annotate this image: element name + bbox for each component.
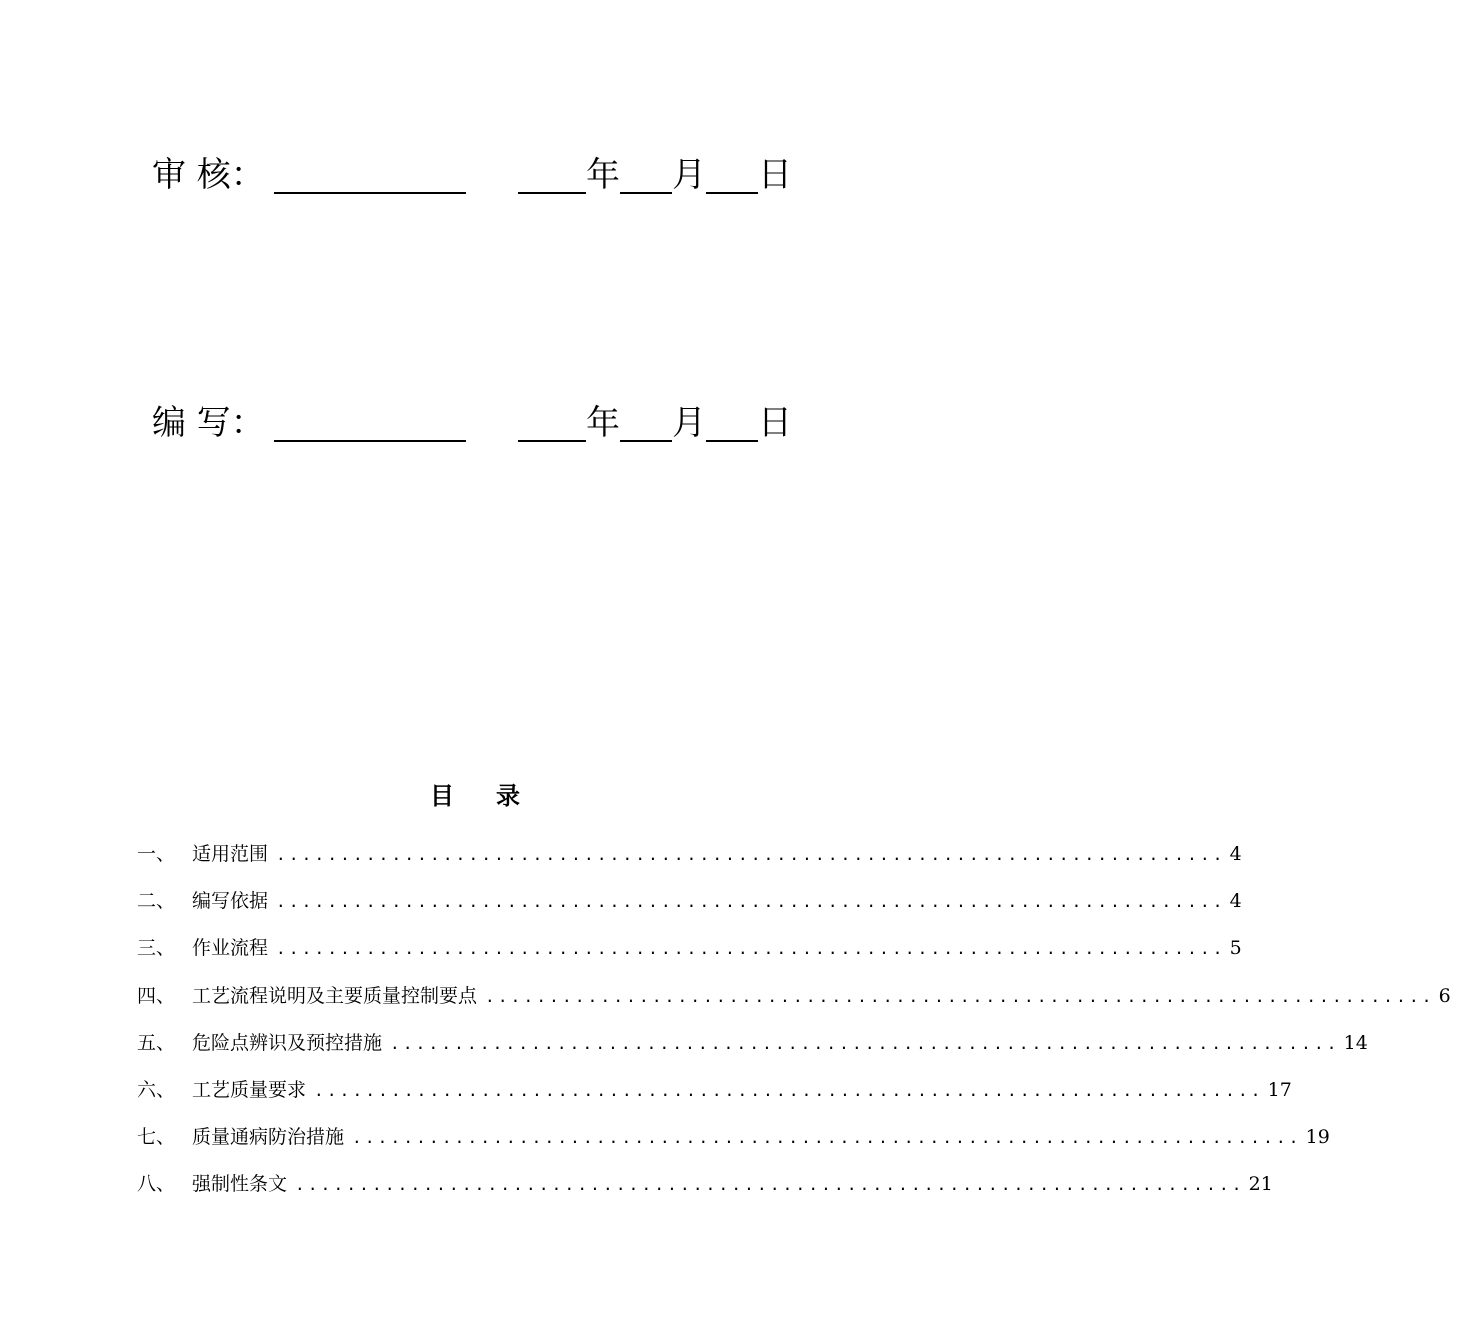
toc-leader-dots: .......................................................................... bbox=[276, 845, 1226, 864]
review-name-line[interactable] bbox=[274, 156, 466, 194]
toc-leader-dots: .......................................................................... bbox=[295, 1175, 1245, 1195]
author-label: 编 写： bbox=[152, 403, 265, 443]
toc-item[interactable] bbox=[137, 1072, 1292, 1119]
toc-item-text: 工艺流程说明及主要质量控制要点 bbox=[192, 984, 478, 1007]
toc-item-number: 六、 bbox=[137, 1078, 176, 1101]
toc-item-page: 17 bbox=[1267, 1078, 1292, 1101]
author-signature-row bbox=[152, 398, 852, 448]
toc-item-number: 三、 bbox=[137, 937, 176, 960]
toc-item[interactable] bbox=[137, 978, 1451, 1025]
review-day-line[interactable] bbox=[706, 156, 758, 194]
toc-list bbox=[137, 836, 1451, 1214]
toc-item[interactable] bbox=[137, 930, 1242, 977]
toc-leader-dots: .......................................................................... bbox=[276, 892, 1226, 912]
review-day-unit: 日 bbox=[758, 155, 792, 195]
review-year-line[interactable] bbox=[518, 156, 586, 194]
toc-item-page: 5 bbox=[1229, 937, 1242, 960]
review-label: 审 核： bbox=[152, 155, 265, 195]
toc-item-page: 19 bbox=[1305, 1126, 1330, 1149]
toc-item-text: 质量通病防治措施 bbox=[192, 1126, 345, 1149]
toc-item-text: 适用范围 bbox=[192, 843, 269, 865]
review-month-line[interactable] bbox=[620, 156, 672, 194]
author-month-line[interactable] bbox=[620, 404, 672, 442]
toc-leader-dots: .......................................................................... bbox=[314, 1080, 1264, 1100]
toc-item[interactable] bbox=[137, 1166, 1273, 1213]
toc-title-right: 录 bbox=[496, 781, 520, 810]
toc-item-number: 四、 bbox=[137, 984, 176, 1007]
toc-item-text: 危险点辨识及预控措施 bbox=[192, 1031, 383, 1054]
toc-item-text: 编写依据 bbox=[192, 890, 269, 913]
toc-item-page: 4 bbox=[1229, 843, 1242, 865]
toc-item[interactable] bbox=[137, 1025, 1368, 1072]
toc-title bbox=[0, 776, 950, 811]
toc-item-page: 4 bbox=[1229, 890, 1242, 913]
toc-title-left: 目 bbox=[430, 781, 454, 810]
toc-item-number: 八、 bbox=[137, 1173, 176, 1196]
author-name-line[interactable] bbox=[274, 404, 466, 442]
author-year-line[interactable] bbox=[518, 404, 586, 442]
author-day-unit: 日 bbox=[758, 403, 792, 443]
toc-item[interactable] bbox=[137, 836, 1242, 883]
review-signature-row bbox=[152, 150, 852, 200]
toc-leader-dots: .......................................................................... bbox=[276, 939, 1226, 959]
author-day-line[interactable] bbox=[706, 404, 758, 442]
toc-item-number: 五、 bbox=[137, 1031, 176, 1054]
toc-item-page: 14 bbox=[1343, 1031, 1368, 1054]
toc-item-text: 作业流程 bbox=[192, 937, 269, 960]
author-year-unit: 年 bbox=[586, 403, 620, 443]
toc-item-text: 强制性条文 bbox=[192, 1173, 288, 1196]
toc-item-text: 工艺质量要求 bbox=[192, 1078, 307, 1101]
toc-item-number: 一、 bbox=[137, 843, 176, 865]
toc-item[interactable] bbox=[137, 883, 1242, 930]
toc-item-number: 七、 bbox=[137, 1126, 176, 1149]
toc-leader-dots: .......................................................................... bbox=[390, 1033, 1340, 1053]
toc-leader-dots: .......................................................................... bbox=[485, 986, 1435, 1006]
author-month-unit: 月 bbox=[672, 403, 706, 443]
toc-item-page: 6 bbox=[1438, 984, 1451, 1007]
review-month-unit: 月 bbox=[672, 155, 706, 195]
toc-item-page: 21 bbox=[1248, 1173, 1273, 1196]
review-year-unit: 年 bbox=[586, 155, 620, 195]
toc-leader-dots: .......................................................................... bbox=[352, 1128, 1302, 1148]
toc-item-number: 二、 bbox=[137, 890, 176, 913]
toc-item[interactable] bbox=[137, 1119, 1330, 1166]
